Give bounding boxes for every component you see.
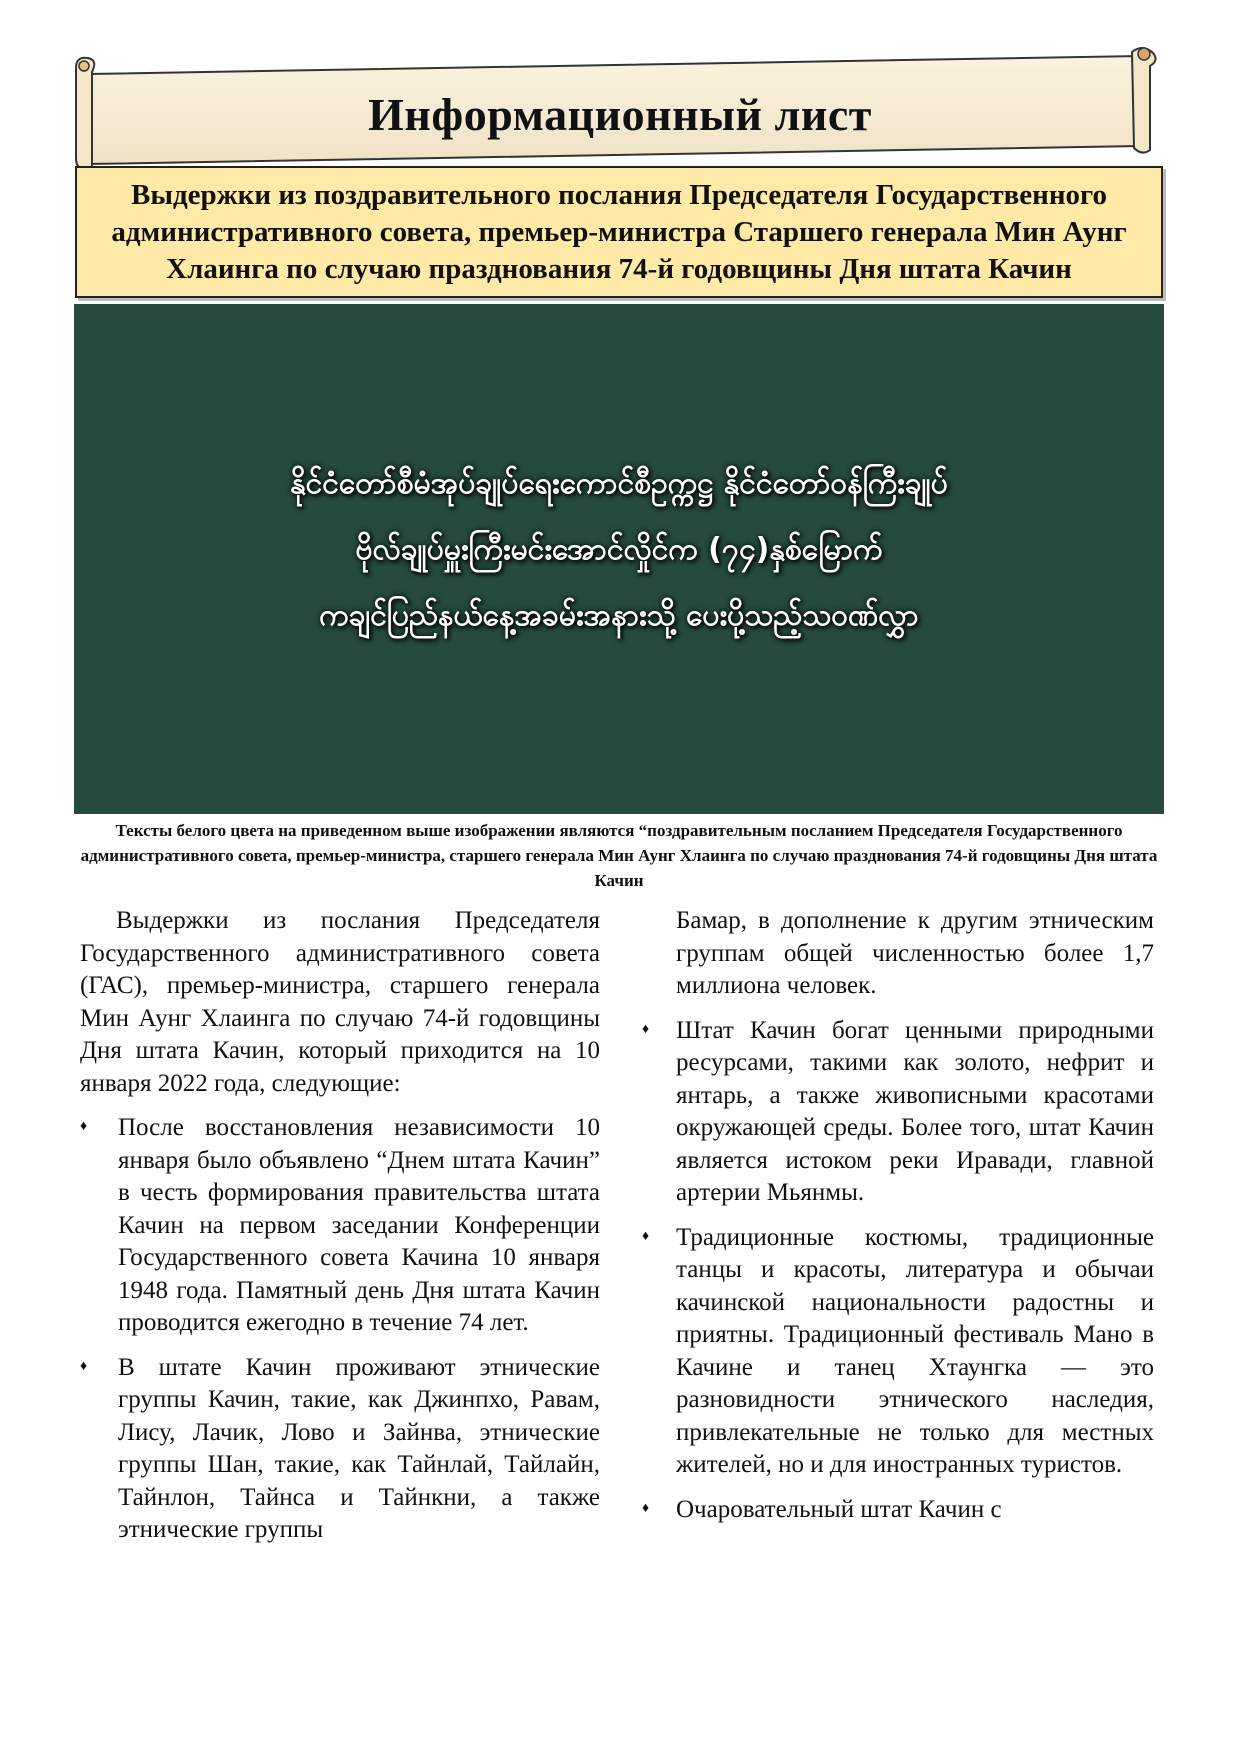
burmese-line: နိုင်ငံတော်စီမံအုပ်ချုပ်ရေးကောင်စီဥက္ကဋ္ဌ နိုင်ငံတော်ဝန်ကြီးချုပ် (290, 466, 948, 501)
title-scroll-banner (70, 46, 1170, 172)
list-item-text: Очаровательный штат Качин с (676, 1495, 1002, 1523)
list-item-text: Штат Качин богат ценными природными ресурсами, такими как золото, нефрит и янтарь, а также живописными красотами окружающей среды. Более того, штат Качин является истоком реки Иравади, главной артерии Мьянмы. (676, 1016, 1154, 1206)
diamond-bullet-icon: ♦ (80, 1119, 88, 1134)
message-image (74, 304, 1164, 814)
list-item-text: Традиционные костюмы, традиционные танцы и красоты, литература и обычаи качинской национальности радостны и приятны. Традиционный фестиваль Мано в Качине и танец Хтаунгка — это разновидности этнического наследия, привлекательные не только для местных жителей, но и для иностранных туристов. (676, 1223, 1154, 1478)
subtitle-text: Выдержки из поздравительного послания Председателя Государственного административного совета, премьер-министра Старшего генерала Мин Аунг Хлаинга по случаю празднования 74-й годовщины Дня штата Качин (111, 178, 1127, 285)
continuation-paragraph: Бамар, в дополнение к другим этническим группам общей численностью более 1,7 миллиона человек. (676, 907, 1154, 999)
list-item (80, 1352, 600, 1547)
list-item-text: После восстановления независимости 10 января было объявлено “Днем штата Качин” в честь формирования правительства штата Качин на первом заседании Конференции Государственного совета Качина 10 января 1948 года. Памятный день Дня штата Качин проводится ежегодно в течение 74 лет. (118, 1114, 600, 1336)
burmese-line: ဗိုလ်ချုပ်မှူးကြီးမင်းအောင်လှိုင်က (၇၄)နှစ်မြောက် (355, 532, 883, 567)
list-item (642, 1015, 1154, 1210)
subtitle-box (75, 166, 1163, 298)
intro-paragraph: Выдержки из послания Председателя Государственного административного совета (ГАС), премьер-министра, старшего генерала Мин Аунг Хлаинга по случаю 74-й годовщины Дня штата Качин, который приходится на 10 января 2022 года, следующие: (80, 907, 600, 1097)
burmese-text-block (74, 454, 1164, 652)
diamond-bullet-icon: ♦ (80, 1358, 88, 1374)
image-caption: Тексты белого цвета на приведенном выше изображении являются “поздравительным посланием Председателя Государственного административного совета, премьер-министра, старшего генерала Мин Аунг Хлаинга по случаю празднования 74-й годовщины Дня штата Качин (80, 821, 1158, 890)
left-column (80, 905, 600, 1559)
right-column (642, 905, 1154, 1538)
list-item (80, 1112, 600, 1340)
list-item-text: В штате Качин проживают этнические группы Качин, такие, как Джинпхо, Равам, Лису, Лачик, Лово и Зайнва, этнические группы Шан, такие, как Тайнлай, Тайлайн, Тайнлон, Тайнса и Тайнкни, а также этнические группы (118, 1353, 600, 1543)
page-title: Информационный лист (368, 89, 872, 140)
diamond-bullet-icon: ♦ (642, 1021, 650, 1037)
list-item (642, 1494, 1154, 1527)
diamond-bullet-icon: ♦ (642, 1228, 650, 1244)
diamond-bullet-icon: ♦ (642, 1500, 650, 1516)
list-item (642, 1222, 1154, 1482)
burmese-line: ကချင်ပြည်နယ်နေ့အခမ်းအနားသို့ ပေးပို့သည့်သဝဏ်လွှာ (319, 598, 919, 633)
